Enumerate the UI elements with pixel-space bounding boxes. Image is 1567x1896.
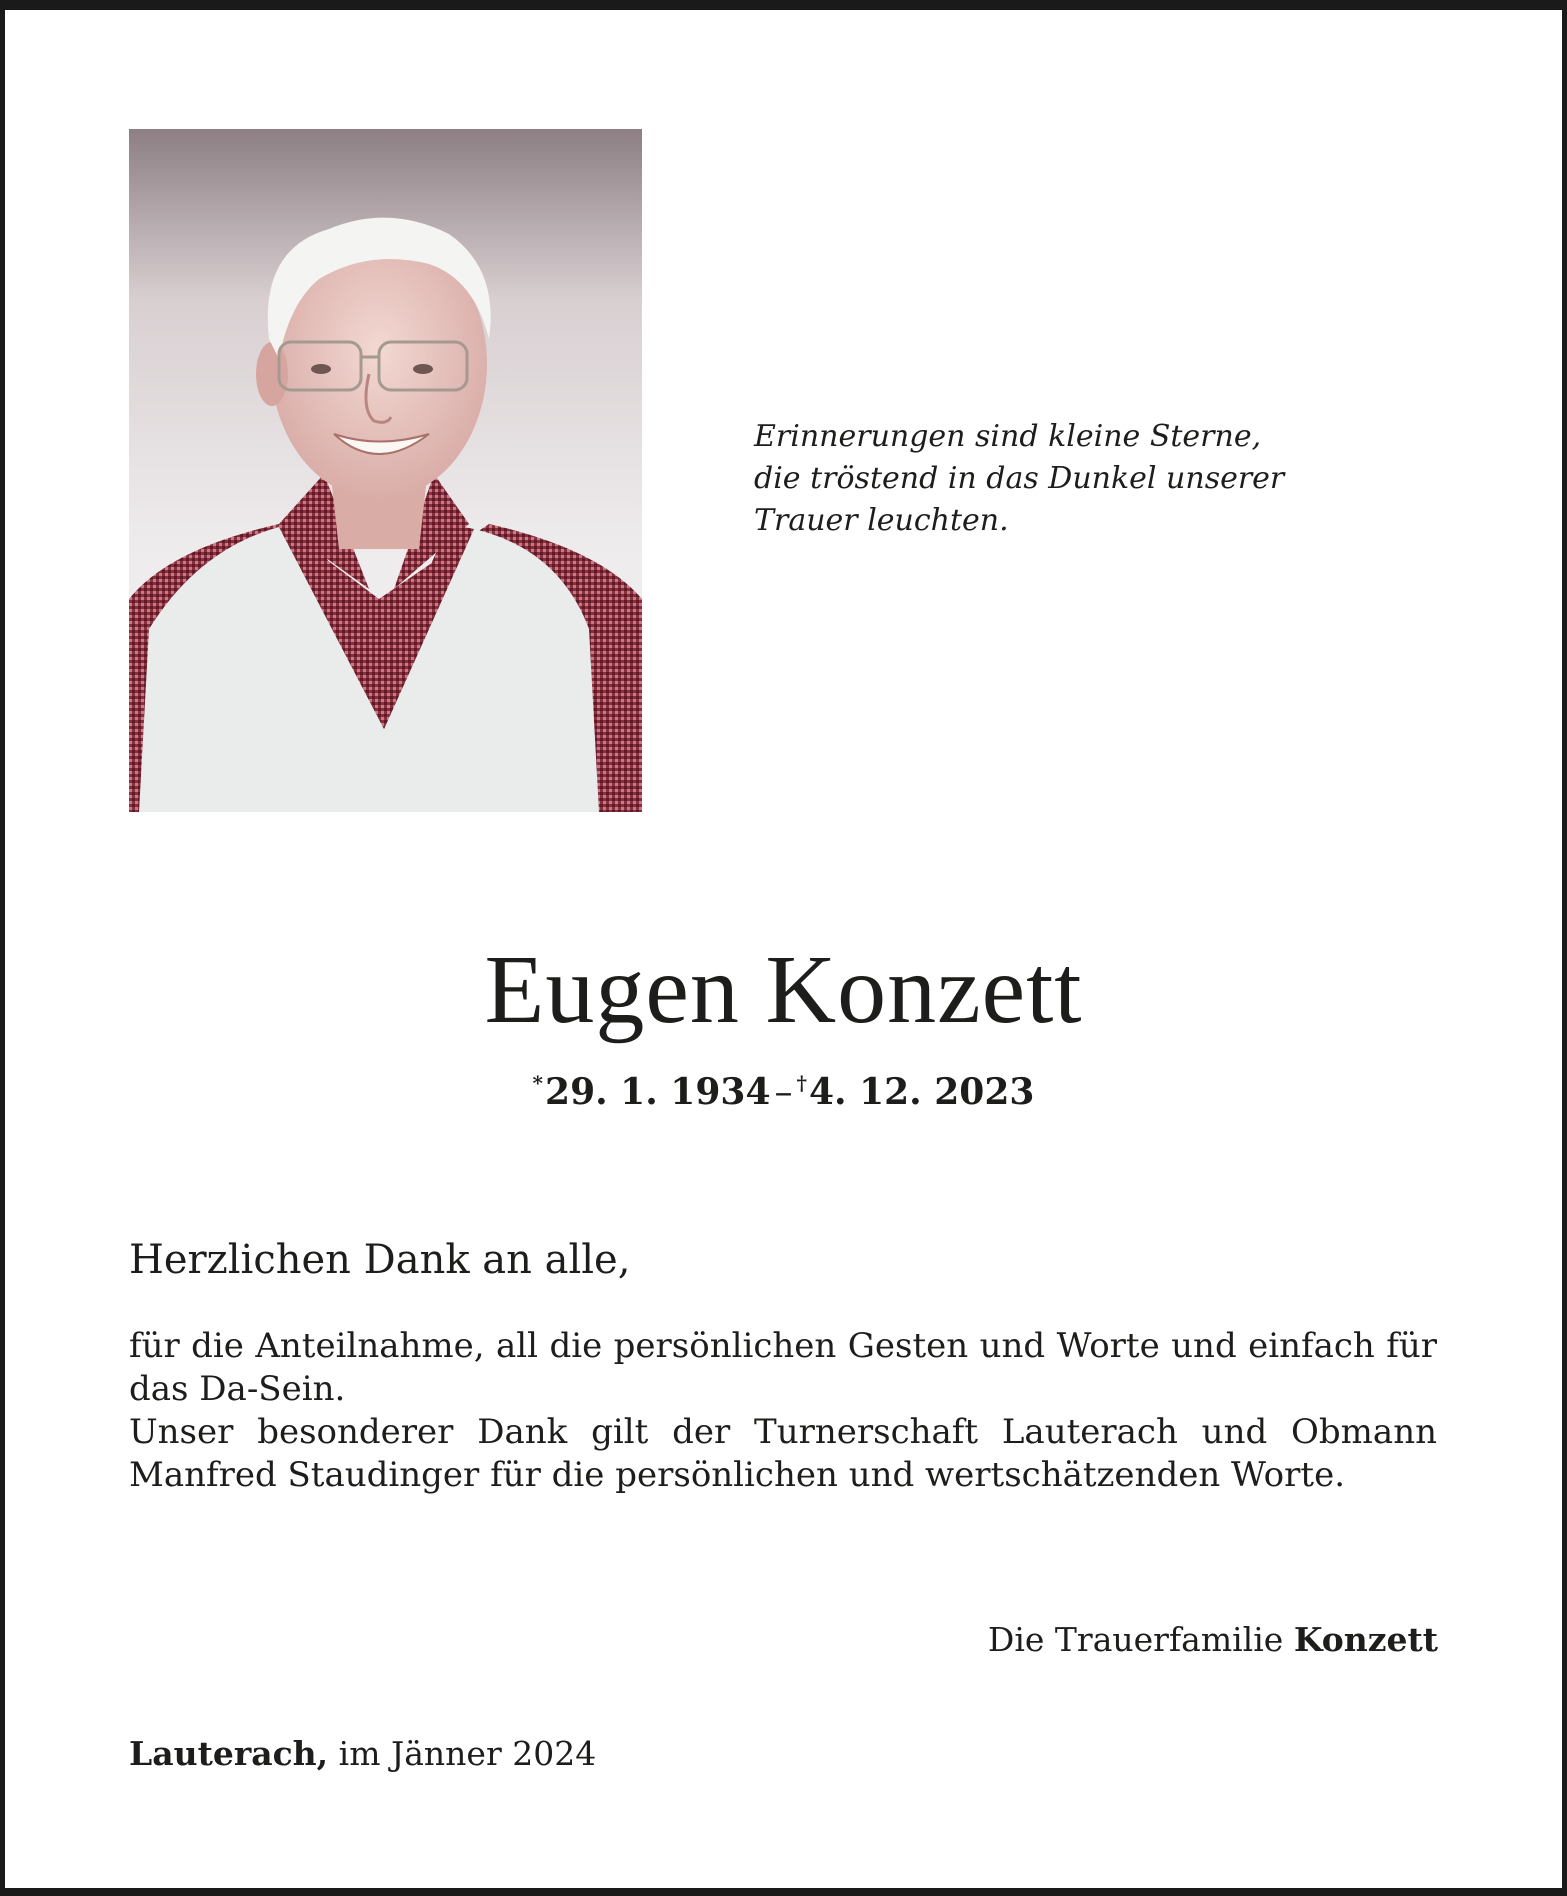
birth-symbol: * [532,1071,544,1095]
family-signature [988,1617,1438,1663]
life-dates [0,1058,1567,1118]
thanks-greeting: Herzlichen Dank an alle, [129,1237,631,1283]
date: im Jänner 2024 [338,1734,597,1773]
thanks-body [129,1325,1437,1497]
death-date: 4. 12. 2023 [808,1071,1035,1113]
deceased-name: Eugen Konzett [484,936,1083,1044]
thanks-paragraph: Unser besonderer Dank gilt der Turnerschaft Lauterach und Obmann Manfred Staudinger für die persönlichen und wertschätzenden Worte. [129,1412,1437,1495]
signature-prefix: Die Trauerfamilie [987,1620,1284,1659]
signature-family-name: Konzett [1293,1620,1438,1659]
quote-line: Erinnerungen sind kleine Sterne, [754,419,1262,454]
portrait-photo [129,129,642,812]
date-separator: – [774,1072,793,1113]
place: Lauterach, [129,1734,329,1773]
place-and-date [129,1731,596,1777]
quote-line: die tröstend in das Dunkel unserer [754,461,1285,496]
birth-date: 29. 1. 1934 [545,1071,771,1113]
memorial-quote [754,416,1474,542]
thanks-paragraph: für die Anteilnahme, all die persönlichen Gesten und Worte und einfach für das Da-Sein. [129,1326,1437,1409]
death-symbol: † [796,1071,807,1095]
quote-line: Trauer leuchten. [754,503,1009,538]
